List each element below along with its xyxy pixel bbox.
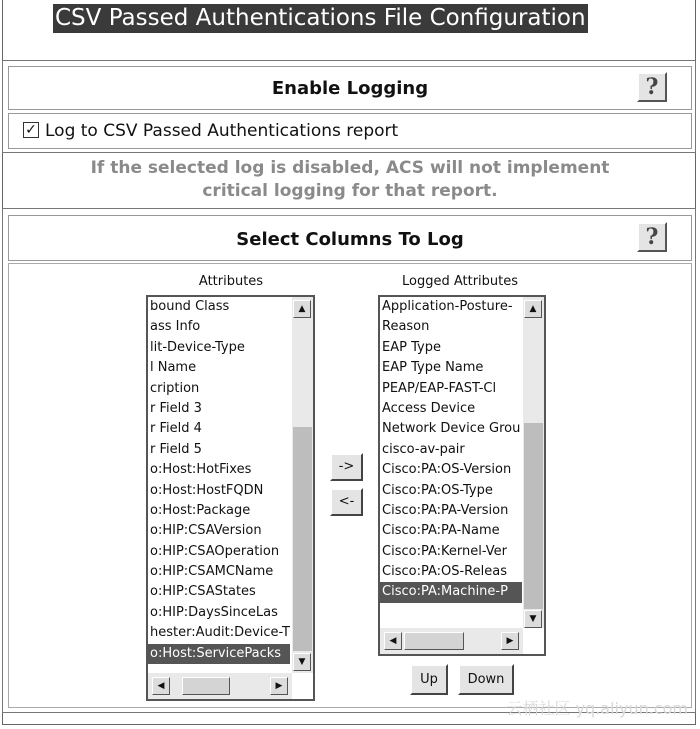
question-mark-icon[interactable]: ? xyxy=(637,72,667,102)
scroll-up-icon[interactable]: ▲ xyxy=(293,300,311,318)
attribute-list-item[interactable]: o:HIP:CSAOperation xyxy=(150,543,280,559)
select-columns-title: Select Columns To Log xyxy=(236,229,464,250)
logged-horizontal-scrollbar[interactable] xyxy=(380,628,523,654)
select-columns-body xyxy=(8,263,692,708)
attribute-list-item[interactable]: l Name xyxy=(150,360,197,376)
horizontal-scroll-thumb[interactable] xyxy=(404,632,464,650)
move-down-button[interactable]: Down xyxy=(458,664,514,695)
logged-attribute-list-item[interactable]: Cisco:PA:OS-Version xyxy=(382,462,512,478)
logged-attribute-list-item[interactable]: cisco-av-pair xyxy=(382,441,465,457)
attribute-list-item[interactable]: bound Class xyxy=(150,299,230,314)
enable-logging-header xyxy=(8,66,692,110)
attribute-list-item[interactable]: hester:Audit:Device-T xyxy=(150,625,290,641)
scroll-down-icon[interactable]: ▼ xyxy=(524,610,542,628)
logged-attribute-list-item[interactable]: Cisco:PA:Machine-P xyxy=(380,582,522,602)
page-title: CSV Passed Authentications File Configuration xyxy=(55,5,586,31)
logged-attribute-list-item[interactable]: Cisco:PA:PA-Version xyxy=(382,502,509,518)
logged-attribute-list-item[interactable]: Cisco:PA:OS-Releas xyxy=(382,564,507,580)
attribute-list-item[interactable]: ass Info xyxy=(150,319,201,335)
scroll-left-icon[interactable]: ◀ xyxy=(152,677,170,695)
scroll-right-icon[interactable]: ▶ xyxy=(270,677,288,695)
logged-vertical-scrollbar[interactable] xyxy=(523,297,544,628)
attribute-list-item[interactable]: o:Host:HostFQDN xyxy=(150,482,264,498)
move-up-button[interactable]: Up xyxy=(410,664,448,695)
remove-column-button[interactable]: <- xyxy=(330,488,363,516)
attributes-horizontal-scrollbar[interactable] xyxy=(148,673,292,699)
attribute-list-item[interactable]: o:Host:HotFixes xyxy=(150,462,252,478)
scroll-up-icon[interactable]: ▲ xyxy=(524,300,542,318)
attributes-list xyxy=(148,297,290,669)
attribute-list-item[interactable]: lit-Device-Type xyxy=(150,339,245,355)
attribute-list-item[interactable]: o:HIP:CSAMCName xyxy=(150,564,274,580)
attribute-list-item[interactable]: r Field 3 xyxy=(150,400,202,416)
logged-attribute-list-item[interactable]: Application-Posture- xyxy=(382,299,513,314)
logged-attributes-list xyxy=(380,297,522,607)
log-csv-checkbox-label: Log to CSV Passed Authentications report xyxy=(45,121,399,141)
attribute-list-item[interactable]: r Field 5 xyxy=(150,441,202,457)
scroll-down-icon[interactable]: ▼ xyxy=(293,653,311,671)
log-csv-checkbox[interactable]: ✓ xyxy=(23,122,39,138)
attribute-list-item[interactable]: o:Host:ServicePacks xyxy=(148,644,290,664)
logged-attribute-list-item[interactable]: Cisco:PA:OS-Type xyxy=(382,482,493,498)
enable-logging-title: Enable Logging xyxy=(271,78,429,99)
scroll-track xyxy=(524,423,543,609)
logged-attribute-list-item[interactable]: PEAP/EAP-FAST-Cl xyxy=(382,380,497,396)
attributes-listbox[interactable] xyxy=(146,295,315,701)
logged-attribute-list-item[interactable]: Cisco:PA:PA-Name xyxy=(382,523,500,539)
attribute-list-item[interactable]: o:HIP:CSAStates xyxy=(150,584,256,600)
logged-attribute-list-item[interactable]: Network Device Grou xyxy=(382,421,521,437)
logged-attribute-list-item[interactable]: Reason xyxy=(382,319,430,335)
add-column-button[interactable]: -> xyxy=(330,453,363,481)
select-columns-header xyxy=(8,215,692,261)
logged-attribute-list-item[interactable]: EAP Type Name xyxy=(382,360,484,376)
logged-attributes-header: Logged Attributes xyxy=(401,274,519,289)
watermark: 云栖社区 yq.aliyun.com xyxy=(506,699,688,718)
question-mark-icon[interactable]: ? xyxy=(637,222,667,252)
attribute-list-item[interactable]: r Field 4 xyxy=(150,421,202,437)
logged-attributes-listbox[interactable] xyxy=(378,295,546,656)
attribute-list-item[interactable]: o:HIP:DaysSinceLas xyxy=(150,604,278,620)
log-csv-checkbox-row xyxy=(8,113,692,149)
scroll-right-icon[interactable]: ▶ xyxy=(501,632,519,650)
attributes-header: Attributes xyxy=(198,274,264,289)
attributes-vertical-scrollbar[interactable] xyxy=(292,297,313,673)
logged-attribute-list-item[interactable]: EAP Type xyxy=(382,339,441,355)
attribute-list-item[interactable]: o:HIP:CSAVersion xyxy=(150,523,262,539)
horizontal-scroll-thumb[interactable] xyxy=(182,677,230,695)
logged-attribute-list-item[interactable]: Access Device xyxy=(382,400,476,416)
warning-line-2: critical logging for that report. xyxy=(202,181,498,201)
scroll-track xyxy=(293,427,312,651)
scroll-left-icon[interactable]: ◀ xyxy=(384,632,402,650)
logged-attribute-list-item[interactable]: Cisco:PA:Kernel-Ver xyxy=(382,543,507,559)
attribute-list-item[interactable]: cription xyxy=(150,380,200,396)
warning-line-1: If the selected log is disabled, ACS will not implement xyxy=(90,158,610,178)
attribute-list-item[interactable]: o:Host:Package xyxy=(150,502,251,518)
